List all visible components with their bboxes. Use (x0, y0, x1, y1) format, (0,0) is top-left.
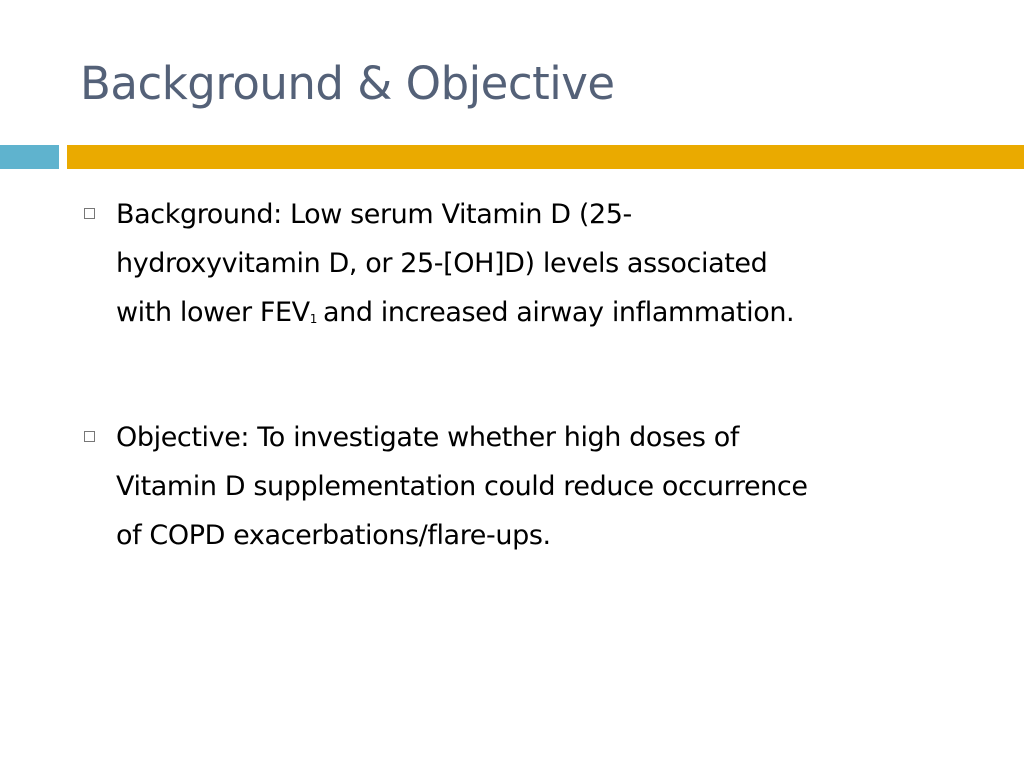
bullet-line: Background: Low serum Vitamin D (25- (116, 199, 632, 230)
accent-bar-left (0, 145, 59, 169)
bullet-line: Vitamin D supplementation could reduce occurrence (116, 471, 808, 502)
bullet-list (84, 190, 984, 560)
bullet-line (116, 288, 984, 344)
square-bullet-icon (84, 208, 95, 219)
bullet-text-fragment: with lower FEV (116, 297, 310, 328)
bullet-item-background (84, 190, 984, 344)
bullet-line: of COPD exacerbations/flare-ups. (116, 520, 551, 551)
fev-subscript: 1 (309, 312, 317, 326)
bullet-item-objective (84, 413, 984, 560)
square-bullet-icon (84, 431, 95, 442)
slide-title: Background & Objective (80, 57, 615, 110)
bullet-text-fragment: and increased airway inflammation. (322, 297, 795, 328)
bullet-line: hydroxyvitamin D, or 25-[OH]D) levels associated (116, 248, 768, 279)
bullet-line: Objective: To investigate whether high doses of (116, 422, 739, 453)
accent-bar-right (67, 145, 1024, 169)
